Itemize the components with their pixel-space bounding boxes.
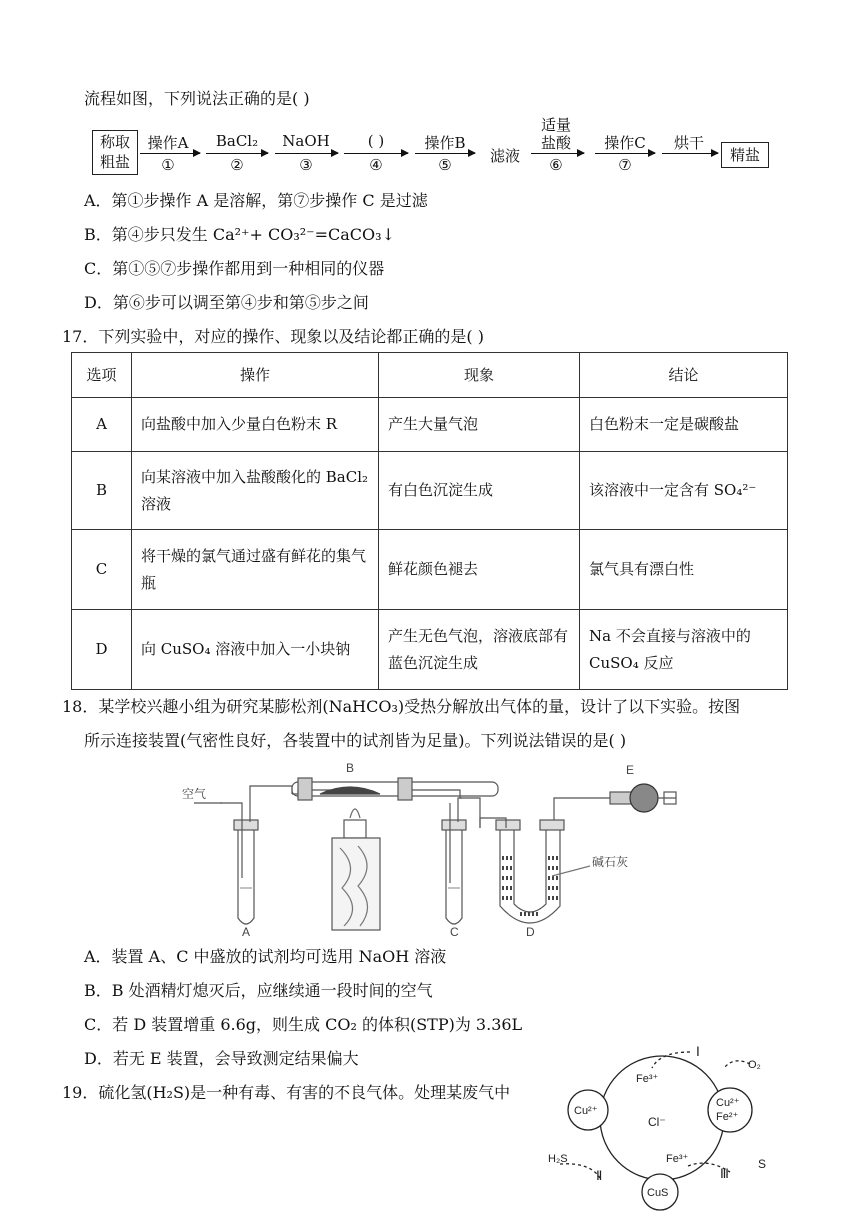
label-cus: CuS [647,1187,669,1199]
arrow-o2 [724,1061,750,1068]
row-phenomenon: 有白色沉淀生成 [379,452,580,530]
row-option: D [72,610,132,690]
flow-arrow-8 [662,153,718,154]
q16-option-b: B．第④步只发生 Ca²⁺+ CO₃²⁻=CaCO₃↓ [84,225,395,244]
flow-step6-label2: 盐酸 [540,134,571,152]
label-e: E [626,763,635,777]
label-s: S [758,1157,767,1171]
row-option: A [72,398,132,452]
flow-start-line2: 粗盐 [99,153,130,171]
flow-start-box [92,130,138,175]
q16-intro: 流程如图，下列说法正确的是( ) [84,89,310,108]
drying-tube-e [630,784,658,812]
flow-step6-num: ⑥ [549,156,563,174]
flow-arrow-5 [415,153,475,154]
flow-arrow-4 [344,153,408,154]
flow-step3-label: NaOH [282,132,330,150]
tube-a [238,828,254,924]
header-option: 选项 [72,353,132,398]
row-operation: 向盐酸中加入少量白色粉末 R [132,398,379,452]
q18-option-a: A．装置 A、C 中盛放的试剂均可选用 NaOH 溶液 [84,947,447,966]
flow-arrow-1 [140,153,200,154]
flow-step2-label: BaCl₂ [215,132,259,150]
q17-table [71,352,788,690]
label-fe2-right: Fe²⁺ [716,1111,739,1123]
q16-option-c: C．第①⑤⑦步操作都用到一种相同的仪器 [84,259,385,278]
powder-b [320,787,380,794]
flame [350,809,360,818]
flow-arrow-7 [595,153,655,154]
table-header-row [72,353,788,398]
flow-step5-num: ⑤ [438,156,452,174]
row-phenomenon: 鲜花颜色褪去 [379,530,580,610]
label-o2: O₂ [748,1059,761,1071]
flow-arrow-3 [275,153,338,154]
q16-option-a: A．第①步操作 A 是溶解，第⑦步操作 C 是过滤 [84,191,428,210]
table-row [72,398,788,452]
node-cu2-fe2-right [708,1088,752,1132]
flow-step7-label: 操作C [604,134,646,152]
stopper-a [234,820,258,830]
label-fe3-top: Fe³⁺ [636,1073,659,1085]
flow-step4-num: ④ [369,156,383,174]
q19-stem: 19．硫化氢(H₂S)是一种有毒、有害的不良气体。处理某废气中 [62,1083,511,1102]
q18-stem-line2: 所示连接装置(气密性良好，各装置中的试剂皆为足量)。下列说法错误的是( ) [84,731,627,750]
wood-block [332,838,380,930]
label-III: Ⅲ [720,1166,729,1181]
row-conclusion: 氯气具有漂白性 [580,530,788,610]
flow-filtrate: 滤液 [489,147,520,165]
tube-a-inlet [220,803,242,878]
label-I: Ⅰ [696,1044,700,1059]
arrow-h2s [560,1164,600,1178]
label-II: Ⅱ [596,1168,603,1183]
label-cl: Cl⁻ [648,1115,666,1129]
flow-arrow-6 [531,153,584,154]
label-a: A [242,925,251,938]
table-row [72,530,788,610]
flow-arrow-2 [206,153,268,154]
row-option: C [72,530,132,610]
flow-step4-label: ( ) [367,132,385,150]
label-cu2-right: Cu²⁺ [716,1097,740,1109]
header-conclusion: 结论 [580,353,788,398]
q17-stem: 17．下列实验中，对应的操作、现象以及结论都正确的是( ) [62,327,484,346]
flow-step2-num: ② [230,156,244,174]
label-h2s: H₂S [548,1153,568,1165]
flow-end-box: 精盐 [721,142,769,168]
tube-a-outlet [250,786,292,822]
row-option: B [72,452,132,530]
stopper-b-left [298,778,312,800]
lamp-body [344,820,366,838]
label-air: 空气 [182,787,207,801]
header-operation: 操作 [132,353,379,398]
table-row [72,452,788,530]
flow-step1-label: 操作A [147,134,189,152]
q18-apparatus-figure [180,758,700,938]
row-phenomenon: 产生无色气泡，溶液底部有蓝色沉淀生成 [379,610,580,690]
label-d: D [526,925,535,938]
row-operation: 向某溶液中加入盐酸酸化的 BaCl₂ 溶液 [132,452,379,530]
table-row [72,610,788,690]
flow-dry-label: 烘干 [673,134,704,152]
label-soda-lime: 碱石灰 [592,855,629,869]
label-c: C [450,925,459,938]
label-fe3-bottom: Fe³⁺ [666,1153,689,1165]
flow-step1-num: ① [161,156,175,174]
flow-step6-label1: 适量 [540,116,571,134]
q18-stem-line1: 18．某学校兴趣小组为研究某膨松剂(NaHCO₃)受热分解放出气体的量，设计了以下实验。按图 [62,697,741,716]
q19-cycle-figure [540,1038,780,1212]
flow-step3-num: ③ [299,156,313,174]
row-phenomenon: 产生大量气泡 [379,398,580,452]
row-operation: 向 CuSO₄ 溶液中加入一小块钠 [132,610,379,690]
q16-option-d: D．第⑥步可以调至第④步和第⑤步之间 [84,293,369,312]
stopper-b-right [398,778,412,800]
tube-c [446,828,462,924]
flow-step5-label: 操作B [424,134,466,152]
header-phenomenon: 现象 [379,353,580,398]
label-cu2-left: Cu²⁺ [574,1105,598,1117]
row-conclusion: 该溶液中一定含有 SO₄²⁻ [580,452,788,530]
flow-step7-num: ⑦ [618,156,632,174]
u-tube-d [500,828,560,923]
row-operation: 将干燥的氯气通过盛有鲜花的集气瓶 [132,530,379,610]
flow-start-line1: 称取 [99,133,130,151]
q18-option-d: D．若无 E 装置，会导致测定结果偏大 [84,1049,359,1068]
row-conclusion: 白色粉末一定是碳酸盐 [580,398,788,452]
label-b: B [346,761,355,775]
row-conclusion: Na 不会直接与溶液中的 CuSO₄ 反应 [580,610,788,690]
q18-option-c: C．若 D 装置增重 6.6g，则生成 CO₂ 的体积(STP)为 3.36L [84,1015,523,1034]
q18-option-b: B．B 处酒精灯熄灭后，应继续通一段时间的空气 [84,981,433,1000]
